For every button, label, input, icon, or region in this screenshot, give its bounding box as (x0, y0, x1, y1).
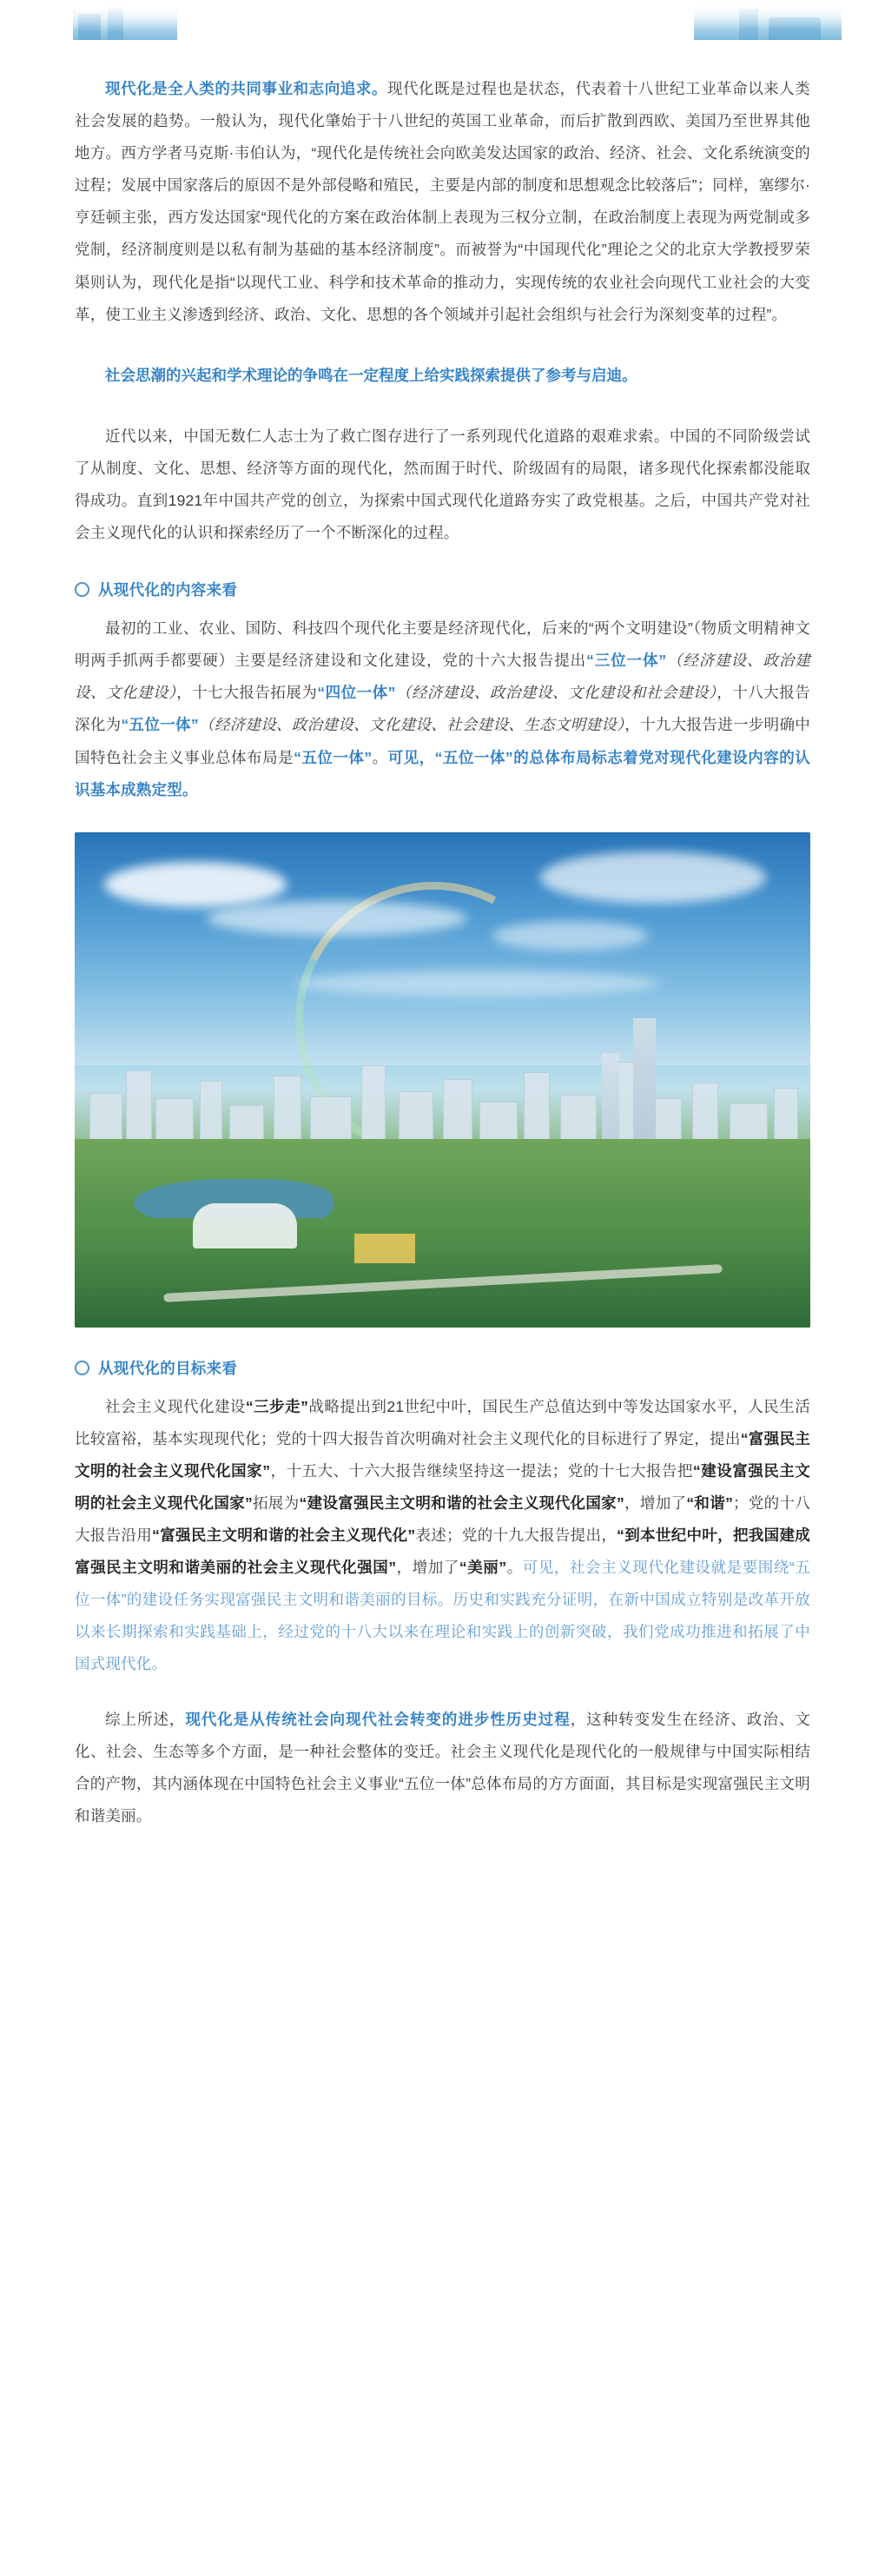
callout-paragraph: 社会思潮的兴起和学术理论的争鸣在一定程度上给实践探索提供了参考与启迪。 (105, 366, 637, 384)
cloud-icon (492, 921, 649, 950)
photo-skyline (75, 1020, 810, 1149)
paragraph-conclusion (75, 1704, 810, 1832)
photo-white-building (193, 1203, 297, 1248)
seg-c11: 。 (372, 748, 388, 766)
seg-c12: 可见，“五位一体”的总体布局标志着党对现代化建设内容的认识基本成熟定型。 (75, 748, 810, 798)
seg-g7: “建设富强民主文明和谐的社会主义现代化国家” (299, 1493, 624, 1512)
seg-c2: （经济建设、政治建设、文化建设） (75, 652, 810, 702)
seg-c1: “三位一体” (586, 652, 667, 670)
seg-x2: ，这种转变发生在经济、政治、文化、社会、生态等多个方面，是一种社会整体的变迁。社会主义现代化是现代化的一般规律与中国实际相结合的产物，其内涵体现在中国特色社会主义事业“五位一体”总体布局的方方面面，其目标是实现富强民主文明和谐美丽。 (75, 1710, 810, 1824)
section-heading-content (75, 579, 810, 600)
ring-bullet-icon (75, 582, 89, 597)
seg-g15: “美丽” (459, 1559, 507, 1577)
article-figure (75, 832, 810, 1328)
seg-g11: “富强民主文明和谐的社会主义现代化” (152, 1526, 416, 1545)
section-body-content (75, 613, 810, 806)
header-banner (0, 0, 885, 40)
paragraph-intro-body: 现代化既是过程也是状态，代表着十八世纪工业革命以来人类社会发展的趋势。一般认为，现代化肇始于十八世纪的英国工业革命，而后扩散到西欧、美国乃至世界其他地方。西方学者马克斯·韦伯认为，“现代化是传统社会向欧美发达国家的政治、经济、社会、文化系统演变的过程；发展中国家落后的原因不是外部侵略和殖民，主要是内部的制度和思想观念比较落后”；同样，塞缪尔·亨廷顿主张，西方发达国家“现代化的方案在政治体制上表现为三权分立制，在政治制度上表现为两党制或多党制，经济制度则是以私有制为基础的基本经济制度”。而被誉为“中国现代化”理论之父的北京大学教授罗荣渠则认为，现代化是指“以现代工业、科学和技术革命的推动力，实现传统的农业社会向现代工业社会的大变革，使工业主义渗透到经济、政治、文化、思想的各个领域并引起社会组织与社会行为深刻变革的过程”。 (75, 80, 810, 323)
ring-bullet-icon (75, 1361, 89, 1375)
section-body-goal (75, 1391, 810, 1681)
seg-g5: “建设富强民主文明的社会主义现代化国家” (75, 1461, 810, 1512)
seg-x1: 现代化是从传统社会向现代社会转变的进步性历史过程 (185, 1710, 571, 1728)
landmark-tower-icon (602, 1053, 619, 1149)
seg-g6: 拓展为 (252, 1493, 300, 1512)
paragraph-history: 近代以来，中国无数仁人志士为了救亡图存进行了一系列现代化道路的艰难求索。中国的不同阶级尝试了从制度、文化、思想、经济等方面的现代化，然而囿于时代、阶级固有的局限，诸多现代化探索都没能取得成功。直到1921年中国共产党的创立，为探索中国式现代化道路夯实了政党根基。之后，中国共产党对社会主义现代化的认识和探索经历了一个不断深化的过程。 (75, 427, 810, 542)
seg-g1: “三步走” (245, 1397, 309, 1415)
seg-c8: （经济建设、政治建设、文化建设、社会建设、生态文明建设） (198, 716, 625, 734)
section-heading-goal (75, 1357, 810, 1379)
seg-g13: “到本世纪中叶，把我国建成富强民主文明和谐美丽的社会主义现代化强国” (75, 1526, 810, 1577)
seg-g8: ，增加了 (624, 1493, 687, 1512)
section-title-content: 从现代化的内容来看 (98, 581, 238, 599)
seg-c0: 最初的工业、农业、国防、科技四个现代化主要是经济现代化，后来的“两个文明建设”（物质文明精神文明两手抓两手都要硬）主要是经济建设和文化建设，党的十六大报告提出 (75, 619, 810, 670)
seg-g17: 可见，社会主义现代化建设就是要围绕“五位一体”的建设任务实现富强民主文明和谐美丽的目标。历史和实践充分证明，在新中国成立特别是改革开放以来长期探索和实践基础上，经过党的十八大以来在理论和实践上的创新突破，我们党成功推进和拓展了中国式现代化。 (75, 1559, 810, 1673)
seg-g4: ，十五大、十六大报告继续坚持这一提法；党的十七大报告把 (270, 1461, 693, 1480)
seg-g0: 社会主义现代化建设 (105, 1397, 246, 1415)
seg-g3: “富强民主文明的社会主义现代化国家” (75, 1429, 810, 1480)
photo-yellow-building (354, 1234, 415, 1263)
article-content (0, 73, 885, 1832)
seg-g2: 战略提出到21世纪中叶，国民生产总值达到中等发达国家水平，人民生活比较富裕，基本实现现代化；党的十四大报告首次明确对社会主义现代化的目标进行了界定，提出 (75, 1397, 810, 1447)
seg-x0: 综上所述， (105, 1710, 186, 1728)
seg-g9: “和谐” (686, 1493, 734, 1512)
seg-c9: ，十九大报告进一步明确中国特色社会主义事业总体布局是 (75, 716, 811, 766)
seg-c3: ，十七大报告拓展为 (176, 684, 318, 702)
seg-c7: “五位一体” (121, 716, 199, 734)
seg-g12: 表述；党的十九大报告提出， (415, 1526, 618, 1545)
section-title-goal: 从现代化的目标来看 (98, 1359, 238, 1377)
seg-c10: “五位一体” (294, 748, 373, 766)
cloud-icon (104, 862, 287, 907)
paragraph-intro (75, 73, 810, 331)
seg-g16: 。 (506, 1559, 523, 1577)
city-aerial-photo (75, 832, 810, 1328)
seg-g10: ；党的十八大报告沿用 (75, 1493, 810, 1545)
seg-c6: ，十八大报告深化为 (75, 684, 811, 734)
banner-skyline-right-icon (694, 3, 842, 40)
paragraph-intro-lead: 现代化是全人类的共同事业和志向追求。 (105, 80, 387, 97)
banner-skyline-left-icon (73, 5, 177, 40)
seg-g14: ，增加了 (396, 1559, 459, 1577)
seg-c4: “四位一体” (317, 684, 396, 702)
landmark-tower-icon (633, 1018, 656, 1149)
seg-c5: （经济建设、政治建设、文化建设和社会建设） (395, 684, 717, 702)
